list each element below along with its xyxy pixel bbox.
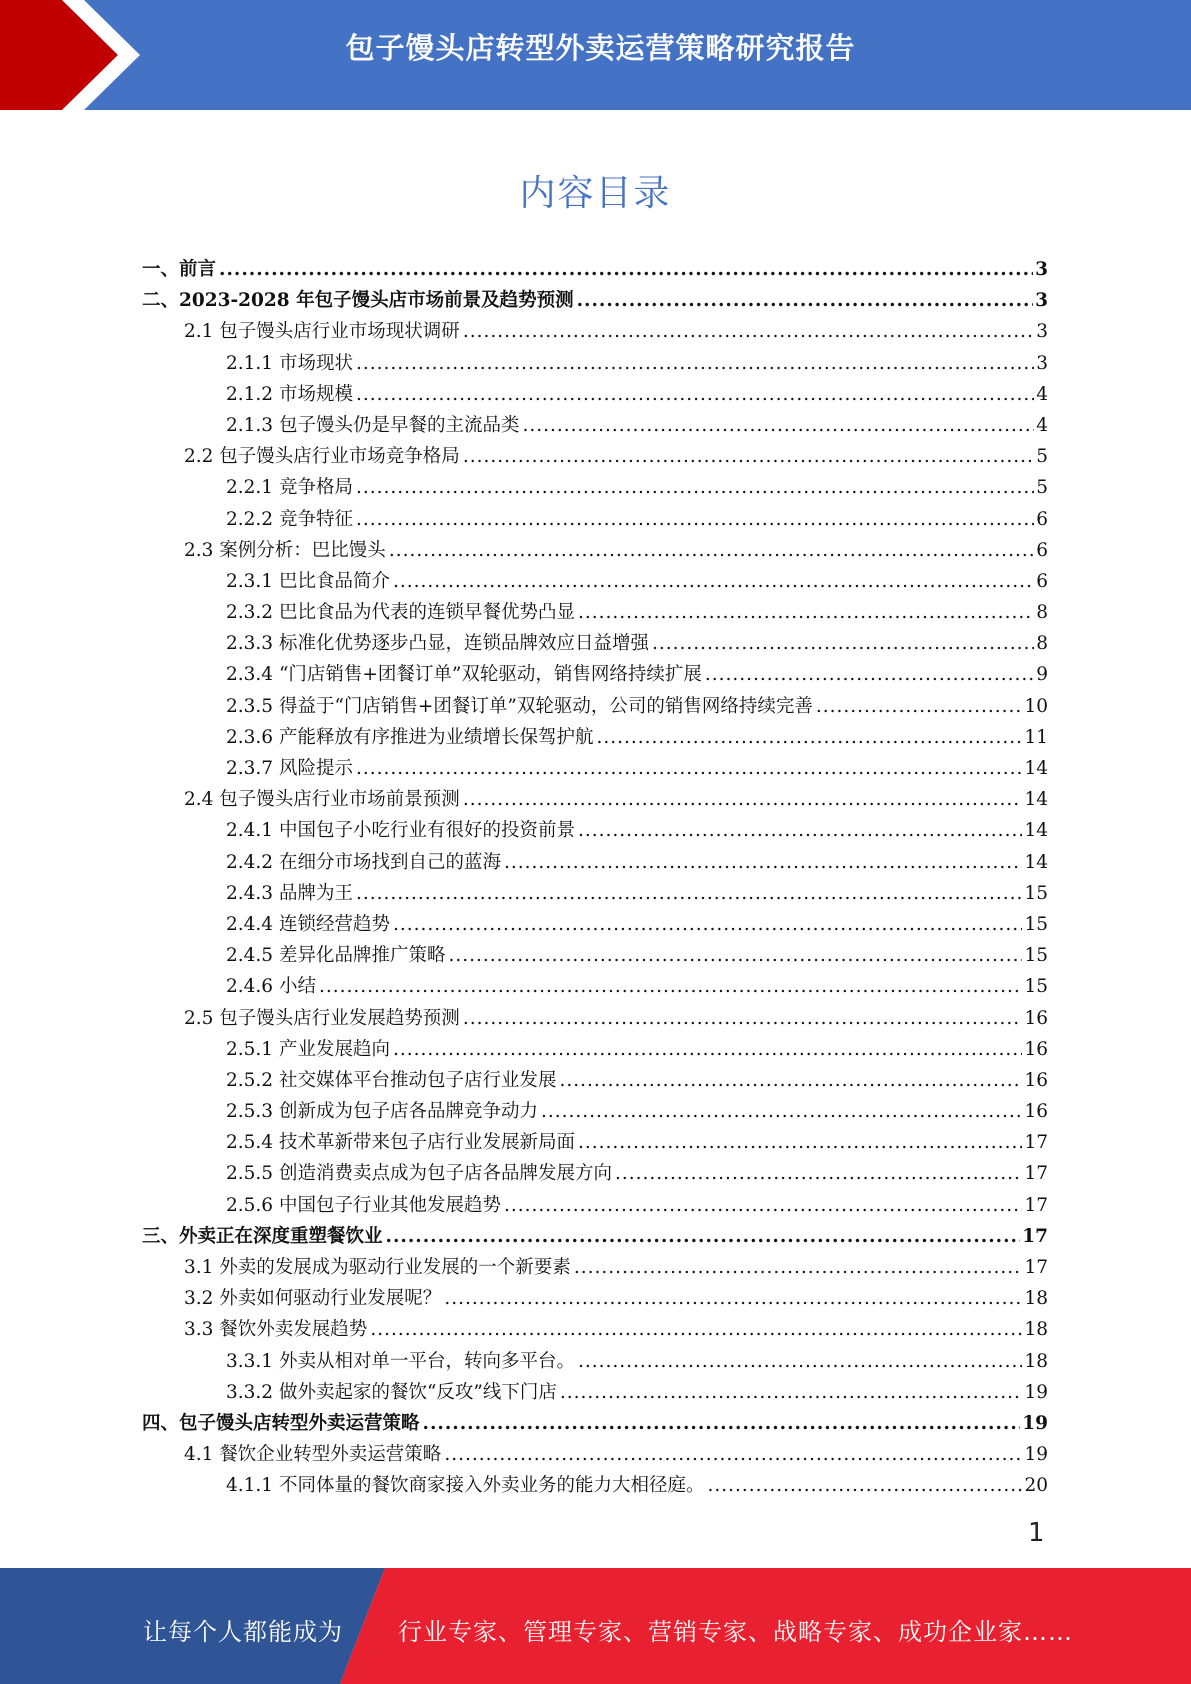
toc-leader-dots xyxy=(444,1283,1022,1314)
toc-entry-label: 2.5.4 技术革新带来包子店行业发展新局面 xyxy=(226,1132,575,1154)
toc-entry-page: 16 xyxy=(1024,1069,1048,1091)
toc-entry-page: 18 xyxy=(1024,1319,1048,1341)
toc-leader-dots xyxy=(463,1003,1023,1034)
toc-entry[interactable] xyxy=(142,1377,1048,1408)
toc-entry[interactable] xyxy=(142,597,1048,628)
toc-entry-page: 14 xyxy=(1024,851,1048,873)
toc-entry[interactable] xyxy=(142,316,1048,347)
toc-entry-page: 4 xyxy=(1036,414,1048,436)
toc-entry[interactable] xyxy=(142,1034,1048,1065)
toc-entry[interactable] xyxy=(142,847,1048,878)
toc-entry-page: 5 xyxy=(1036,446,1048,468)
toc-entry[interactable] xyxy=(142,535,1048,566)
toc-entry[interactable] xyxy=(142,628,1048,659)
toc-entry-label: 2.2.1 竞争格局 xyxy=(226,477,353,499)
toc-entry-page: 9 xyxy=(1036,664,1048,686)
toc-leader-dots xyxy=(705,659,1034,690)
toc-leader-dots xyxy=(559,1065,1022,1096)
toc-leader-dots xyxy=(393,1034,1022,1065)
toc-entry[interactable] xyxy=(142,1065,1048,1096)
toc-entry-label: 2.1.1 市场现状 xyxy=(226,352,353,374)
toc-entry[interactable] xyxy=(142,1190,1048,1221)
toc-leader-dots xyxy=(463,784,1023,815)
toc-leader-dots xyxy=(574,1252,1023,1283)
toc-entry-label: 3.3 餐饮外卖发展趋势 xyxy=(184,1319,368,1341)
toc-entry-label: 2.4.1 中国包子小吃行业有很好的投资前景 xyxy=(226,820,575,842)
toc-entry-label: 2.3 案例分析：巴比馒头 xyxy=(184,539,386,561)
toc-entry-label: 2.1 包子馒头店行业市场现状调研 xyxy=(184,321,460,343)
toc-entry[interactable] xyxy=(142,504,1048,535)
toc-entry-label: 2.5.6 中国包子行业其他发展趋势 xyxy=(226,1194,501,1216)
toc-entry-page: 15 xyxy=(1024,945,1048,967)
toc-entry-page: 10 xyxy=(1024,695,1048,717)
toc-entry-label: 二、2023-2028 年包子馒头店市场前景及趋势预测 xyxy=(142,290,574,312)
toc-leader-dots xyxy=(423,1408,1021,1439)
toc-leader-dots xyxy=(448,940,1022,971)
toc-leader-dots xyxy=(652,628,1034,659)
toc-entry-page: 15 xyxy=(1024,913,1048,935)
toc-entry-label: 3.1 外卖的发展成为驱动行业发展的一个新要素 xyxy=(184,1257,571,1278)
toc-entry-page: 16 xyxy=(1024,1101,1048,1123)
toc-leader-dots xyxy=(615,1158,1022,1189)
toc-entry-page: 5 xyxy=(1036,477,1048,499)
toc-leader-dots xyxy=(370,1314,1022,1345)
toc-leader-dots xyxy=(463,441,1034,472)
toc-leader-dots xyxy=(386,1221,1021,1252)
toc-entry[interactable] xyxy=(142,753,1048,784)
toc-entry-page: 15 xyxy=(1024,976,1048,998)
toc-entry-label: 2.1.3 包子馒头仍是早餐的主流品类 xyxy=(226,414,520,436)
toc-entry-label: 2.3.3 标准化优势逐步凸显，连锁品牌效应日益增强 xyxy=(226,633,649,655)
toc-entry-label: 3.3.1 外卖从相对单一平台，转向多平台。 xyxy=(226,1350,575,1372)
toc-entry[interactable] xyxy=(142,1283,1048,1314)
toc-leader-dots xyxy=(389,535,1034,566)
toc-entry[interactable] xyxy=(142,1439,1048,1470)
toc-entry-page: 15 xyxy=(1024,882,1048,904)
toc-entry-page: 3 xyxy=(1035,259,1048,280)
toc-entry-label: 2.4.2 在细分市场找到自己的蓝海 xyxy=(226,851,501,873)
toc-entry[interactable] xyxy=(142,1096,1048,1127)
toc-entry[interactable] xyxy=(142,1252,1048,1283)
toc-entry[interactable] xyxy=(142,1158,1048,1189)
toc-entry-page: 17 xyxy=(1024,1257,1048,1278)
toc-entry-label: 3.3.2 做外卖起家的餐饮“反攻”线下门店 xyxy=(226,1381,557,1403)
toc-leader-dots xyxy=(393,909,1022,940)
toc-leader-dots xyxy=(707,1470,1022,1501)
toc-entry-page: 19 xyxy=(1022,1412,1048,1434)
page-number: 1 xyxy=(1028,1518,1045,1548)
toc-entry[interactable] xyxy=(142,815,1048,846)
toc-entry-page: 18 xyxy=(1024,1350,1048,1372)
toc-entry-label: 4.1 餐饮企业转型外卖运营策略 xyxy=(184,1444,442,1466)
toc-leader-dots xyxy=(219,254,1033,285)
toc-entry-page: 17 xyxy=(1024,1132,1048,1154)
toc-entry-page: 20 xyxy=(1024,1475,1048,1497)
toc-entry-page: 3 xyxy=(1036,321,1048,343)
toc-entry[interactable] xyxy=(142,379,1048,410)
report-title: 包子馒头店转型外卖运营策略研究报告 xyxy=(345,31,856,65)
toc-entry-page: 6 xyxy=(1036,539,1048,561)
toc-leader-dots xyxy=(356,753,1023,784)
toc-entry[interactable] xyxy=(142,410,1048,441)
toc-leader-dots xyxy=(356,348,1034,379)
toc-leader-dots xyxy=(578,1127,1022,1158)
toc-leader-dots xyxy=(578,815,1022,846)
toc-leader-dots xyxy=(356,379,1034,410)
toc-entry[interactable] xyxy=(142,940,1048,971)
toc-leader-dots xyxy=(504,847,1022,878)
toc-entry[interactable] xyxy=(142,472,1048,503)
toc-entry-page: 14 xyxy=(1024,789,1048,811)
toc-entry-label: 2.4.4 连锁经营趋势 xyxy=(226,913,390,935)
toc-entry-label: 2.4.5 差异化品牌推广策略 xyxy=(226,945,446,967)
toc-entry-label: 2.5.3 创新成为包子店各品牌竞争动力 xyxy=(226,1101,538,1123)
toc-entry-label: 2.1.2 市场规模 xyxy=(226,383,353,405)
toc-entry-label: 四、包子馒头店转型外卖运营策略 xyxy=(142,1412,420,1434)
toc-leader-dots xyxy=(393,566,1034,597)
toc-entry-label: 2.3.4 “门店销售+团餐订单”双轮驱动，销售网络持续扩展 xyxy=(226,664,702,686)
toc-entry-label: 2.5.2 社交媒体平台推动包子店行业发展 xyxy=(226,1069,557,1091)
toc-entry-label: 2.3.5 得益于“门店销售+团餐订单”双轮驱动，公司的销售网络持续完善 xyxy=(226,695,813,717)
toc-entry-page: 16 xyxy=(1024,1007,1048,1029)
toc-entry-page: 8 xyxy=(1036,602,1048,624)
toc-leader-dots xyxy=(578,1346,1022,1377)
toc-leader-dots xyxy=(596,722,1022,753)
toc-leader-dots xyxy=(356,472,1034,503)
toc-entry-label: 2.3.2 巴比食品为代表的连锁早餐优势凸显 xyxy=(226,602,575,624)
toc-entry[interactable] xyxy=(142,909,1048,940)
table-of-contents xyxy=(142,254,1048,1502)
toc-entry[interactable] xyxy=(142,722,1048,753)
header-banner xyxy=(0,0,1191,110)
toc-entry-label: 2.3.7 风险提示 xyxy=(226,758,353,779)
toc-entry[interactable] xyxy=(142,878,1048,909)
toc-entry-page: 4 xyxy=(1036,383,1048,405)
toc-entry-label: 3.2 外卖如何驱动行业发展呢？ xyxy=(184,1288,442,1310)
toc-entry-label: 一、前言 xyxy=(142,259,217,280)
toc-entry-page: 16 xyxy=(1024,1038,1048,1060)
toc-leader-dots xyxy=(560,1377,1023,1408)
toc-entry-page: 3 xyxy=(1035,290,1048,312)
toc-entry-page: 11 xyxy=(1024,726,1048,748)
toc-entry-page: 17 xyxy=(1022,1225,1048,1247)
toc-entry[interactable] xyxy=(142,348,1048,379)
toc-entry-label: 2.3.6 产能释放有序推进为业绩增长保驾护航 xyxy=(226,726,594,748)
toc-leader-dots xyxy=(541,1096,1022,1127)
toc-entry-label: 2.3.1 巴比食品简介 xyxy=(226,570,390,592)
toc-entry-label: 2.4 包子馒头店行业市场前景预测 xyxy=(184,789,460,811)
toc-entry[interactable] xyxy=(142,566,1048,597)
toc-entry-label: 2.5.1 产业发展趋向 xyxy=(226,1038,390,1060)
toc-heading: 内容目录 xyxy=(519,173,672,214)
toc-entry-label: 三、外卖正在深度重塑餐饮业 xyxy=(142,1225,383,1247)
toc-leader-dots xyxy=(816,691,1023,722)
toc-entry-page: 19 xyxy=(1024,1444,1048,1466)
toc-entry[interactable] xyxy=(142,254,1048,285)
toc-entry-label: 4.1.1 不同体量的餐饮商家接入外卖业务的能力大相径庭。 xyxy=(226,1475,705,1497)
toc-entry-page: 6 xyxy=(1036,570,1048,592)
toc-entry-label: 2.4.3 品牌为王 xyxy=(226,882,353,904)
footer-banner xyxy=(0,1568,1191,1684)
toc-entry[interactable] xyxy=(142,971,1048,1002)
toc-leader-dots xyxy=(504,1190,1022,1221)
toc-entry[interactable] xyxy=(142,784,1048,815)
toc-leader-dots xyxy=(356,504,1034,535)
toc-entry-page: 14 xyxy=(1024,820,1048,842)
toc-entry[interactable] xyxy=(142,1408,1048,1439)
toc-leader-dots xyxy=(444,1439,1022,1470)
toc-leader-dots xyxy=(319,971,1023,1002)
toc-entry[interactable] xyxy=(142,1221,1048,1252)
toc-entry-page: 19 xyxy=(1024,1381,1048,1403)
toc-leader-dots xyxy=(578,597,1034,628)
toc-entry-page: 3 xyxy=(1036,352,1048,374)
toc-entry-page: 18 xyxy=(1024,1288,1048,1310)
toc-leader-dots xyxy=(356,878,1023,909)
toc-entry[interactable] xyxy=(142,1314,1048,1345)
toc-entry-page: 8 xyxy=(1036,633,1048,655)
toc-entry-label: 2.2 包子馒头店行业市场竞争格局 xyxy=(184,446,460,468)
toc-entry[interactable] xyxy=(142,659,1048,690)
toc-entry[interactable] xyxy=(142,1003,1048,1034)
toc-entry-label: 2.5 包子馒头店行业发展趋势预测 xyxy=(184,1007,460,1029)
footer-slogan-left: 让每个人都能成为 xyxy=(143,1618,343,1646)
toc-entry[interactable] xyxy=(142,1127,1048,1158)
toc-entry[interactable] xyxy=(142,441,1048,472)
toc-entry-label: 2.4.6 小结 xyxy=(226,976,316,998)
toc-entry-label: 2.5.5 创造消费卖点成为包子店各品牌发展方向 xyxy=(226,1163,612,1185)
toc-entry[interactable] xyxy=(142,1346,1048,1377)
toc-entry-page: 17 xyxy=(1024,1194,1048,1216)
toc-leader-dots xyxy=(577,285,1034,316)
toc-entry-page: 17 xyxy=(1024,1163,1048,1185)
toc-entry[interactable] xyxy=(142,1470,1048,1501)
toc-leader-dots xyxy=(463,316,1034,347)
footer-slogan-right: 行业专家、管理专家、营销专家、战略专家、成功企业家…… xyxy=(398,1618,1073,1646)
toc-entry-label: 2.2.2 竞争特征 xyxy=(226,508,353,530)
toc-entry[interactable] xyxy=(142,285,1048,316)
toc-entry[interactable] xyxy=(142,691,1048,722)
toc-entry-page: 6 xyxy=(1036,508,1048,530)
toc-entry-page: 14 xyxy=(1024,758,1048,779)
toc-leader-dots xyxy=(522,410,1034,441)
